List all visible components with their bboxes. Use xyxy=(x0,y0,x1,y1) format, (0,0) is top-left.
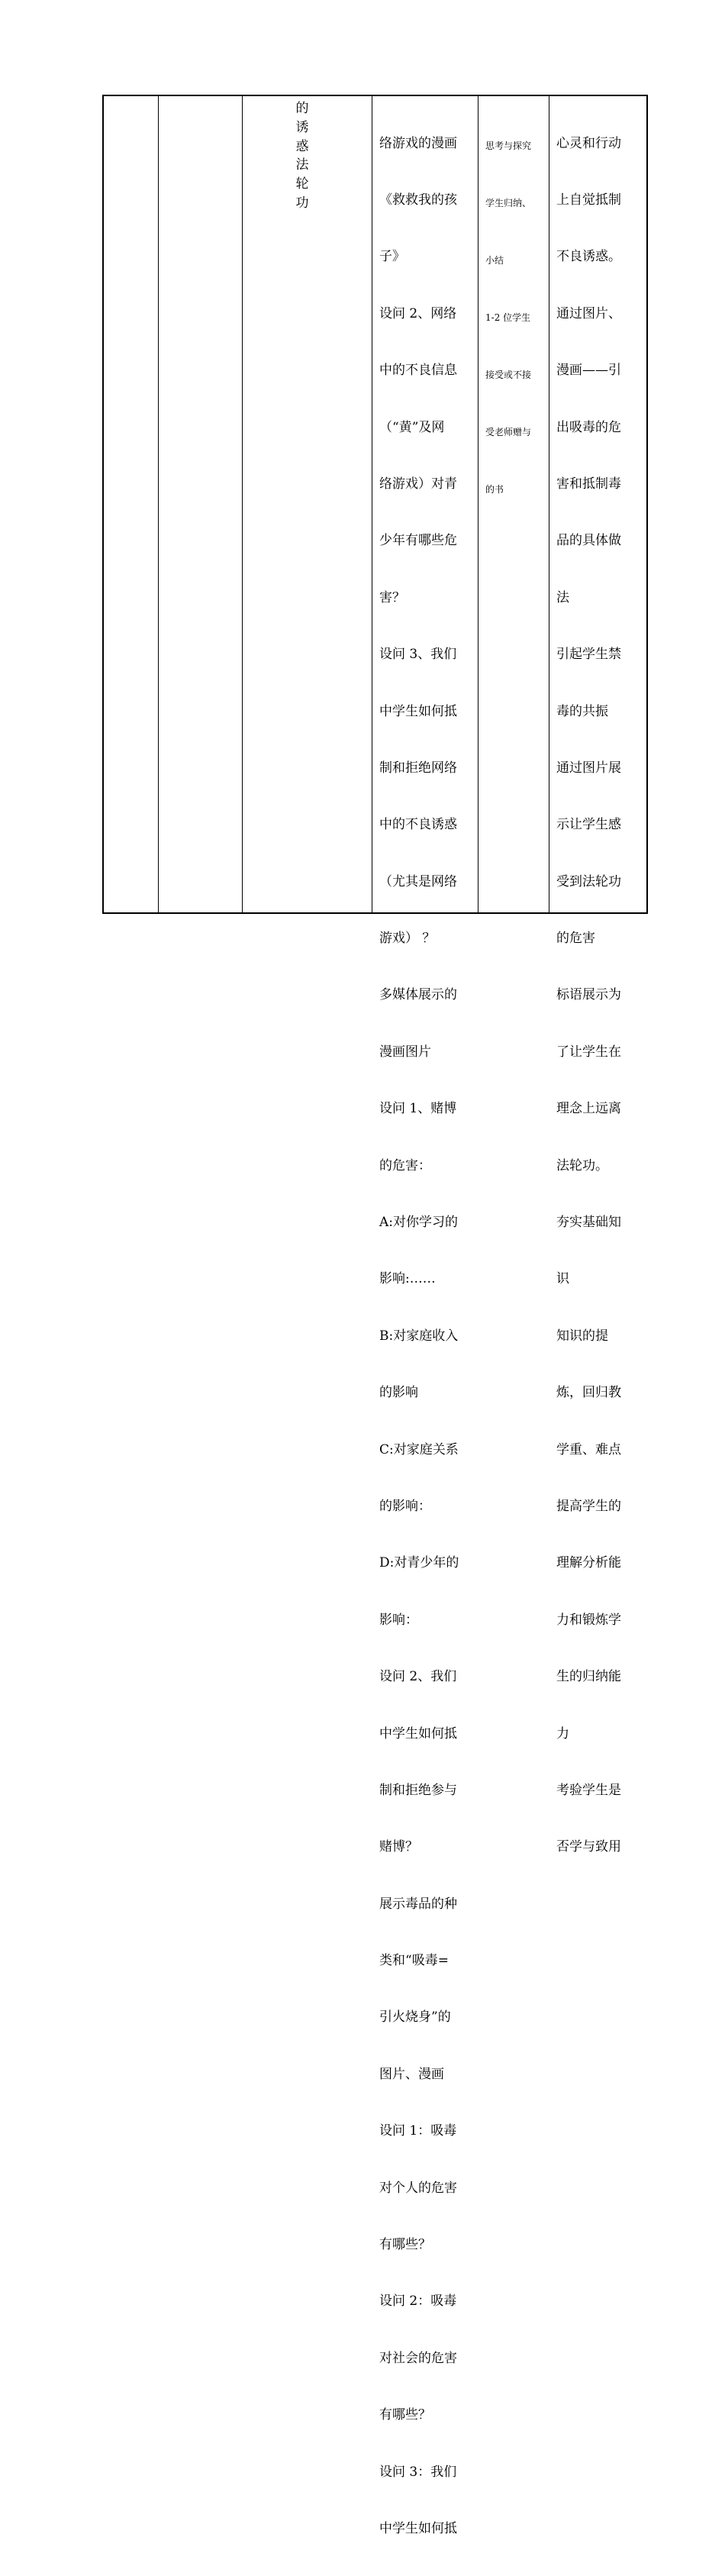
text-line: 了让学生在 xyxy=(556,1044,621,1060)
text-line: 1-2 位学生 xyxy=(485,312,531,323)
text-line: 标语展示为 xyxy=(556,987,621,1003)
text-line: 对社会的危害 xyxy=(379,2350,457,2366)
text-line: 《救救我的孩 xyxy=(379,192,457,208)
topic-char: 功 xyxy=(295,195,309,211)
text-line: 赌博？ xyxy=(379,1839,418,1855)
text-line: 有哪些？ xyxy=(379,2407,431,2423)
text-line: 学重、难点 xyxy=(556,1441,621,1457)
text-line: 展示毒品的种 xyxy=(379,1896,457,1912)
text-line: 设问 2：吸毒 xyxy=(379,2294,457,2310)
text-line: 的危害： xyxy=(379,1157,431,1173)
text-line: 受到法轮功 xyxy=(556,873,621,889)
text-line: 示让学生感 xyxy=(556,817,621,833)
text-line: 否学与致用 xyxy=(556,1839,621,1855)
lesson-plan-table xyxy=(102,95,648,2536)
text-line: 对个人的危害 xyxy=(379,2180,457,2196)
text-line: 漫画——引 xyxy=(556,363,621,379)
text-line: 设问 2、网络 xyxy=(379,305,457,321)
text-line: 的影响： xyxy=(379,1498,431,1514)
student-activity-text xyxy=(485,98,531,537)
table-column-design-intent xyxy=(549,96,648,1855)
text-line: 影响:…… xyxy=(379,1271,436,1287)
text-line: 多媒体展示的 xyxy=(379,987,457,1003)
text-line: 法轮功。 xyxy=(556,1157,608,1173)
text-line: 上自觉抵制 xyxy=(556,192,621,208)
design-intent-text xyxy=(556,96,621,1895)
text-line: 法 xyxy=(556,589,569,605)
text-line: 漫画图片 xyxy=(379,1044,431,1060)
topic-char: 轮 xyxy=(295,176,309,192)
text-line: 生的归纳能 xyxy=(556,1669,621,1685)
text-line: 类和“吸毒= xyxy=(379,1953,449,1969)
text-line: 设问 1、赌博 xyxy=(379,1101,457,1117)
table-column-student-activity xyxy=(478,96,549,912)
text-line: 通过图片展 xyxy=(556,760,621,776)
text-line: 品的具体做 xyxy=(556,533,621,549)
text-line: 的影响 xyxy=(379,1385,418,1401)
text-line: 识 xyxy=(556,1271,569,1287)
text-line: 害？ xyxy=(379,589,405,605)
text-line: 引火烧身”的 xyxy=(379,2009,451,2026)
text-line: 毒的共振 xyxy=(556,703,608,719)
text-line: 中学生如何抵 xyxy=(379,703,457,719)
text-line: 出吸毒的危 xyxy=(556,419,621,435)
text-line: A:对你学习的 xyxy=(379,1215,459,1231)
text-line: （“黄”及网 xyxy=(379,419,445,435)
text-line: 知识的提 xyxy=(556,1328,608,1344)
topic-char: 惑 xyxy=(295,138,309,154)
topic-char: 法 xyxy=(295,157,309,173)
table-column-teacher-activity xyxy=(372,96,478,2536)
text-line: 设问 1：吸毒 xyxy=(379,2123,457,2139)
text-line: 引起学生禁 xyxy=(556,647,621,663)
text-line: 的书 xyxy=(485,484,504,495)
text-line: 考验学生是 xyxy=(556,1782,621,1798)
text-line: 受老师赠与 xyxy=(485,427,532,437)
text-line: 中学生如何抵 xyxy=(379,2521,457,2536)
text-line: 络游戏的漫画 xyxy=(379,135,457,151)
text-line: 小结 xyxy=(485,255,504,266)
text-line: 理念上远离 xyxy=(556,1101,621,1117)
topic-char: 的 xyxy=(295,101,309,116)
text-line: 络游戏）对青 xyxy=(379,476,457,492)
text-line: 理解分析能 xyxy=(556,1555,621,1571)
text-line: 通过图片、 xyxy=(556,305,621,321)
table-column-topic xyxy=(243,96,372,912)
text-line: 接受或不接 xyxy=(485,370,532,380)
text-line: 夯实基础知 xyxy=(556,1215,621,1231)
text-line: 炼，回归教 xyxy=(556,1385,621,1401)
table-column-2 xyxy=(159,96,243,912)
text-line: 学生归纳、 xyxy=(485,198,532,208)
text-line: （尤其是网络 xyxy=(379,873,457,889)
text-line: 思考与探究 xyxy=(485,140,532,151)
text-line: 提高学生的 xyxy=(556,1498,621,1514)
teacher-activity-text xyxy=(379,96,459,2576)
text-line: 设问 3：我们 xyxy=(379,2464,457,2480)
text-line: 心灵和行动 xyxy=(556,135,621,151)
text-line: C:对家庭关系 xyxy=(379,1441,459,1457)
text-line: 中的不良信息 xyxy=(379,363,457,379)
text-line: 制和拒绝参与 xyxy=(379,1782,457,1798)
table-column-1 xyxy=(104,96,159,912)
text-line: 的危害 xyxy=(556,931,595,947)
text-line: 力和锻炼学 xyxy=(556,1612,621,1628)
text-line: 设问 2、我们 xyxy=(379,1669,457,1685)
topic-char: 诱 xyxy=(295,119,309,135)
text-line: 制和拒绝网络 xyxy=(379,760,457,776)
text-line: D:对青少年的 xyxy=(379,1555,459,1571)
text-line: 游戏） ？ xyxy=(379,931,436,947)
text-line: 有哪些？ xyxy=(379,2237,431,2253)
text-line: 影响： xyxy=(379,1612,418,1628)
text-line: 设问 3、我们 xyxy=(379,647,457,663)
text-line: 害和抵制毒 xyxy=(556,476,621,492)
text-line: 图片、漫画 xyxy=(379,2066,444,2082)
text-line: 力 xyxy=(556,1725,569,1742)
text-line: 不良诱惑。 xyxy=(556,249,621,265)
text-line: B:对家庭收入 xyxy=(379,1328,459,1344)
text-line: 少年有哪些危 xyxy=(379,533,457,549)
text-line: 子》 xyxy=(379,249,405,265)
text-line: 中的不良诱惑 xyxy=(379,817,457,833)
topic-vertical-text xyxy=(293,99,311,213)
text-line: 中学生如何抵 xyxy=(379,1725,457,1742)
